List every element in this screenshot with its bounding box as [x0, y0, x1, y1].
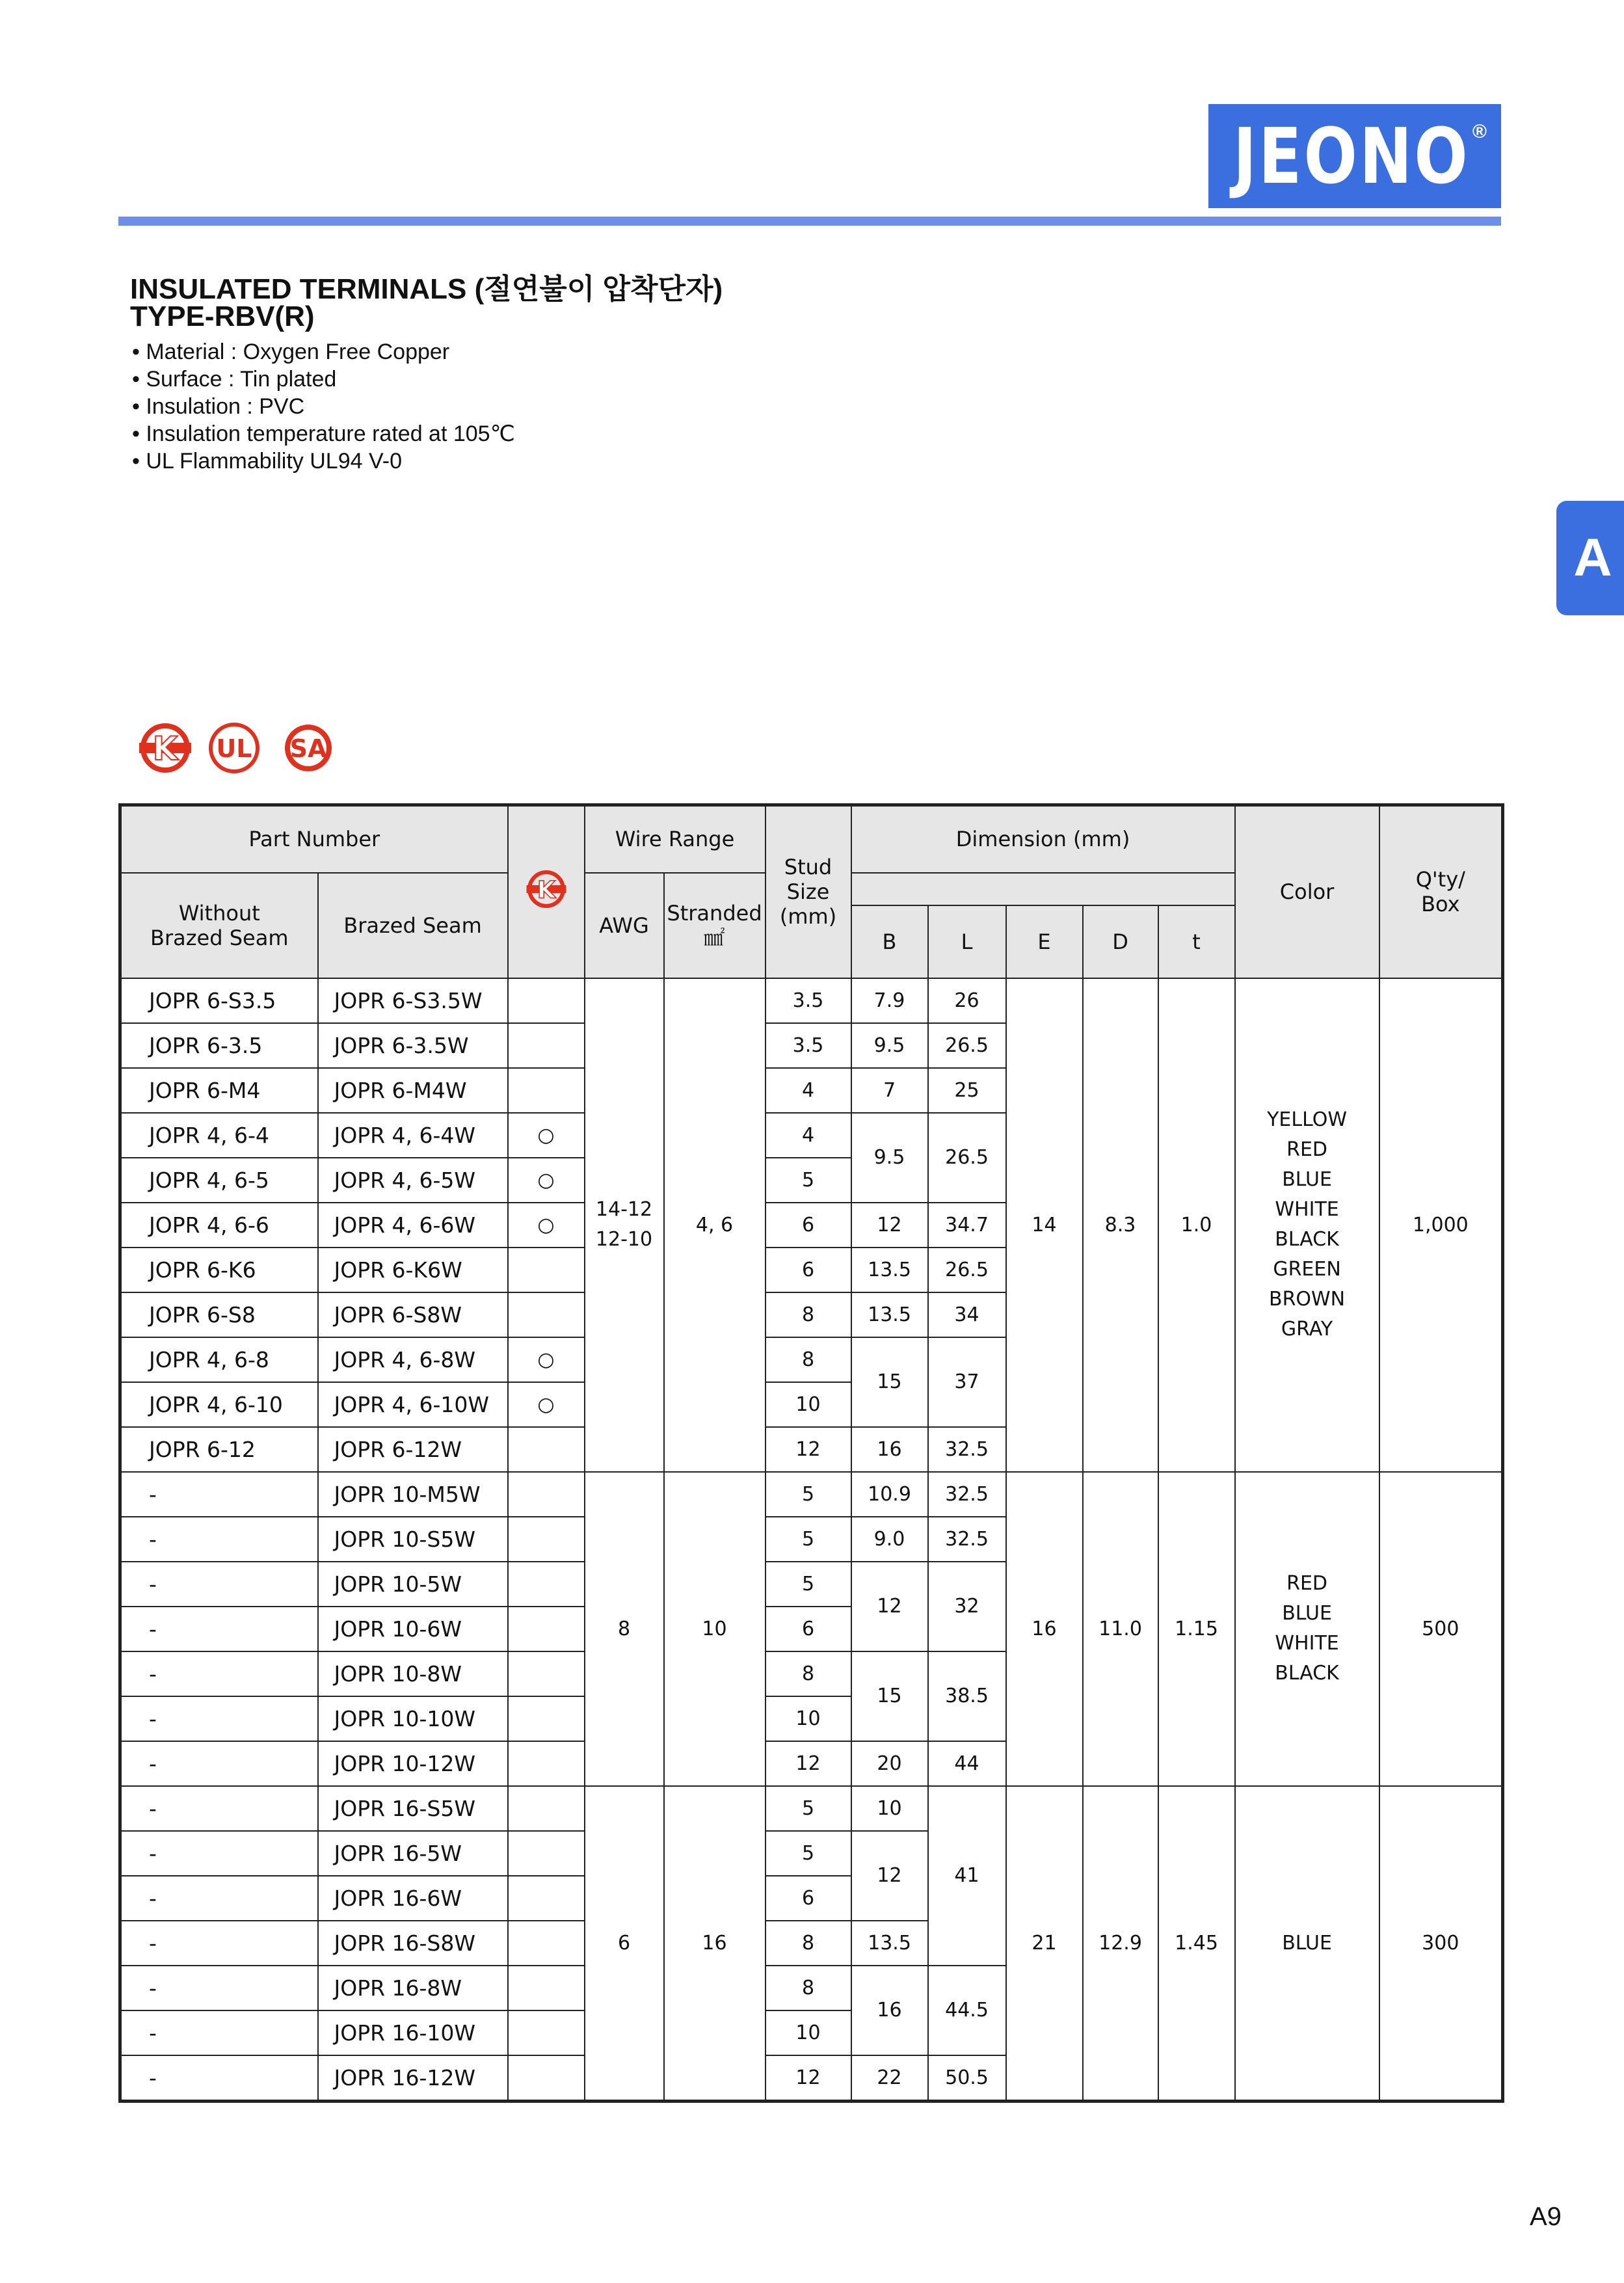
- color-options: BLUE: [1235, 1786, 1379, 2102]
- csa-mark-icon: [285, 725, 332, 771]
- stud-size: 4: [765, 1068, 851, 1113]
- color-options: YELLOW RED BLUE WHITE BLACK GREEN BROWN GRAY: [1235, 978, 1379, 1472]
- part-brazed-seam: JOPR 4, 6-5W: [318, 1158, 508, 1203]
- stud-size: 5: [765, 1786, 851, 1831]
- k-mark-flag: [508, 1427, 585, 1472]
- awg-range: 8: [585, 1472, 664, 1786]
- section-tab-label: A: [1573, 528, 1612, 587]
- stud-size: 8: [765, 1292, 851, 1337]
- dim-e: 14: [1006, 978, 1083, 1472]
- spec-item: • Insulation temperature rated at 105℃: [132, 420, 515, 447]
- stud-size: 6: [765, 1248, 851, 1292]
- part-brazed-seam: JOPR 16-S5W: [318, 1786, 508, 1831]
- part-brazed-seam: JOPR 4, 6-8W: [318, 1337, 508, 1382]
- table-row: [120, 978, 1503, 1023]
- table-row: [120, 1472, 1503, 1517]
- qty-per-box: 500: [1379, 1472, 1503, 1786]
- header-awg: AWG: [585, 873, 664, 978]
- k-mark-flag: ○: [508, 1337, 585, 1382]
- stud-size: 10: [765, 1382, 851, 1427]
- dim-b: 9.5: [851, 1023, 928, 1068]
- part-without-brazed: -: [120, 1651, 318, 1696]
- spec-item: • Insulation : PVC: [132, 393, 515, 420]
- part-brazed-seam: JOPR 6-3.5W: [318, 1023, 508, 1068]
- part-without-brazed: -: [120, 1696, 318, 1741]
- header-dimension-spacer: [851, 873, 1235, 905]
- stud-size: 6: [765, 1203, 851, 1248]
- dim-l: 37: [928, 1337, 1006, 1427]
- k-mark-flag: [508, 1786, 585, 1831]
- dim-b: 12: [851, 1562, 928, 1651]
- part-brazed-seam: JOPR 4, 6-4W: [318, 1113, 508, 1158]
- part-without-brazed: JOPR 6-12: [120, 1427, 318, 1472]
- dim-d: 11.0: [1083, 1472, 1158, 1786]
- dim-l: 44: [928, 1741, 1006, 1786]
- header-stud-size: Stud Size (mm): [765, 805, 851, 978]
- stud-size: 12: [765, 1427, 851, 1472]
- dim-b: 10.9: [851, 1472, 928, 1517]
- part-without-brazed: -: [120, 1966, 318, 2010]
- k-mark-flag: [508, 1651, 585, 1696]
- stud-size: 6: [765, 1607, 851, 1651]
- brand-logo: [1208, 104, 1501, 208]
- dim-l: 50.5: [928, 2055, 1006, 2102]
- part-brazed-seam: JOPR 6-M4W: [318, 1068, 508, 1113]
- dim-b: 20: [851, 1741, 928, 1786]
- dim-b: 12: [851, 1831, 928, 1921]
- svg-text:SA: SA: [289, 734, 327, 763]
- k-mark-flag: [508, 978, 585, 1023]
- part-brazed-seam: JOPR 16-6W: [318, 1876, 508, 1921]
- part-brazed-seam: JOPR 6-S3.5W: [318, 978, 508, 1023]
- k-mark-flag: [508, 1831, 585, 1876]
- part-without-brazed: -: [120, 1562, 318, 1607]
- dim-b: 13.5: [851, 1292, 928, 1337]
- dim-l: 41: [928, 1786, 1006, 1966]
- part-brazed-seam: JOPR 4, 6-10W: [318, 1382, 508, 1427]
- part-without-brazed: -: [120, 2055, 318, 2102]
- stud-size: 5: [765, 1562, 851, 1607]
- stud-size: 8: [765, 1921, 851, 1966]
- part-brazed-seam: JOPR 10-10W: [318, 1696, 508, 1741]
- table-row: [120, 1786, 1503, 1831]
- part-without-brazed: -: [120, 1786, 318, 1831]
- stud-size: 5: [765, 1831, 851, 1876]
- stud-size: 6: [765, 1876, 851, 1921]
- part-brazed-seam: JOPR 10-8W: [318, 1651, 508, 1696]
- dim-l: 34: [928, 1292, 1006, 1337]
- part-brazed-seam: JOPR 6-S8W: [318, 1292, 508, 1337]
- terminal-spec-table: [118, 803, 1504, 2103]
- header-rule: [118, 217, 1501, 226]
- part-brazed-seam: JOPR 10-12W: [318, 1741, 508, 1786]
- part-brazed-seam: JOPR 10-S5W: [318, 1517, 508, 1562]
- stud-size: 3.5: [765, 978, 851, 1023]
- stud-size: 4: [765, 1113, 851, 1158]
- part-without-brazed: -: [120, 1472, 318, 1517]
- dim-b: 7: [851, 1068, 928, 1113]
- k-mark-flag: [508, 1517, 585, 1562]
- header-without-brazed: Without Brazed Seam: [120, 873, 318, 978]
- dim-l: 44.5: [928, 1966, 1006, 2055]
- header-dim-l: L: [928, 905, 1006, 978]
- dim-b: 16: [851, 1427, 928, 1472]
- color-options: RED BLUE WHITE BLACK: [1235, 1472, 1379, 1786]
- header-stranded: Stranded ㎟: [664, 873, 765, 978]
- header-brazed-seam: Brazed Seam: [318, 873, 508, 978]
- part-without-brazed: JOPR 6-K6: [120, 1248, 318, 1292]
- qty-per-box: 300: [1379, 1786, 1503, 2102]
- dim-b: 22: [851, 2055, 928, 2102]
- dim-l: 32.5: [928, 1427, 1006, 1472]
- k-mark-flag: [508, 1562, 585, 1607]
- part-without-brazed: JOPR 4, 6-10: [120, 1382, 318, 1427]
- k-mark-flag: ○: [508, 1113, 585, 1158]
- part-without-brazed: JOPR 4, 6-8: [120, 1337, 318, 1382]
- dim-b: 16: [851, 1966, 928, 2055]
- part-brazed-seam: JOPR 16-8W: [318, 1966, 508, 2010]
- k-mark-flag: ○: [508, 1158, 585, 1203]
- part-without-brazed: -: [120, 1517, 318, 1562]
- stud-size: 10: [765, 2010, 851, 2055]
- header-dim-t: t: [1158, 905, 1235, 978]
- dim-l: 32.5: [928, 1517, 1006, 1562]
- dim-b: 12: [851, 1203, 928, 1248]
- stud-size: 10: [765, 1696, 851, 1741]
- stud-size: 8: [765, 1966, 851, 2010]
- dim-t: 1.0: [1158, 978, 1235, 1472]
- header-part-number: Part Number: [120, 805, 508, 873]
- product-type: TYPE-RBV(R): [130, 300, 315, 332]
- part-brazed-seam: JOPR 16-10W: [318, 2010, 508, 2055]
- dim-l: 38.5: [928, 1651, 1006, 1741]
- stud-size: 3.5: [765, 1023, 851, 1068]
- svg-text:K: K: [152, 730, 178, 768]
- part-without-brazed: JOPR 6-S8: [120, 1292, 318, 1337]
- dim-t: 1.15: [1158, 1472, 1235, 1786]
- dim-b: 9.0: [851, 1517, 928, 1562]
- part-brazed-seam: JOPR 6-K6W: [318, 1248, 508, 1292]
- page-number: A9: [1530, 2202, 1562, 2231]
- part-without-brazed: -: [120, 2010, 318, 2055]
- dim-b: 10: [851, 1786, 928, 1831]
- stud-size: 5: [765, 1517, 851, 1562]
- k-mark-flag: [508, 2055, 585, 2102]
- dim-e: 16: [1006, 1472, 1083, 1786]
- dim-b: 15: [851, 1337, 928, 1427]
- stud-size: 12: [765, 1741, 851, 1786]
- stranded-size: 4, 6: [664, 978, 765, 1472]
- registered-mark: ®: [1472, 121, 1487, 142]
- k-mark-flag: [508, 1472, 585, 1517]
- part-without-brazed: -: [120, 1607, 318, 1651]
- k-mark-icon: [526, 868, 567, 910]
- dim-b: 7.9: [851, 978, 928, 1023]
- spec-item: • UL Flammability UL94 V-0: [132, 447, 515, 475]
- part-without-brazed: JOPR 6-S3.5: [120, 978, 318, 1023]
- part-without-brazed: -: [120, 1741, 318, 1786]
- certification-marks: [138, 715, 346, 781]
- svg-text:K: K: [537, 875, 555, 904]
- part-brazed-seam: JOPR 16-5W: [318, 1831, 508, 1876]
- part-without-brazed: JOPR 4, 6-6: [120, 1203, 318, 1248]
- k-mark-flag: [508, 1068, 585, 1113]
- header-qty: Q'ty/ Box: [1379, 805, 1503, 978]
- part-without-brazed: JOPR 4, 6-5: [120, 1158, 318, 1203]
- part-brazed-seam: JOPR 10-6W: [318, 1607, 508, 1651]
- part-without-brazed: JOPR 4, 6-4: [120, 1113, 318, 1158]
- section-tab[interactable]: [1556, 501, 1624, 615]
- header-color: Color: [1235, 805, 1379, 978]
- product-title: INSULATED TERMINALS (절연불이 압착단자): [130, 273, 723, 305]
- k-mark-flag: [508, 1741, 585, 1786]
- spec-list: [132, 338, 515, 475]
- dim-l: 26.5: [928, 1023, 1006, 1068]
- k-mark-flag: [508, 1248, 585, 1292]
- dim-e: 21: [1006, 1786, 1083, 2102]
- spec-item: • Material : Oxygen Free Copper: [132, 338, 515, 366]
- part-without-brazed: -: [120, 1921, 318, 1966]
- part-without-brazed: -: [120, 1876, 318, 1921]
- header-dimension: Dimension (mm): [851, 805, 1235, 873]
- awg-range: 6: [585, 1786, 664, 2102]
- stud-size: 5: [765, 1158, 851, 1203]
- awg-range: 14-12 12-10: [585, 978, 664, 1472]
- k-mark-icon: [139, 726, 191, 770]
- dim-l: 32.5: [928, 1472, 1006, 1517]
- dim-l: 32: [928, 1562, 1006, 1651]
- header-wire-range: Wire Range: [585, 805, 765, 873]
- dim-l: 25: [928, 1068, 1006, 1113]
- dim-t: 1.45: [1158, 1786, 1235, 2102]
- header-k-mark: [508, 805, 585, 978]
- k-mark-flag: [508, 1292, 585, 1337]
- stud-size: 5: [765, 1472, 851, 1517]
- header-dim-b: B: [851, 905, 928, 978]
- stud-size: 12: [765, 2055, 851, 2102]
- part-without-brazed: JOPR 6-M4: [120, 1068, 318, 1113]
- k-mark-flag: [508, 1921, 585, 1966]
- stud-size: 8: [765, 1337, 851, 1382]
- spec-item: • Surface : Tin plated: [132, 366, 515, 393]
- dim-b: 9.5: [851, 1113, 928, 1203]
- dim-b: 13.5: [851, 1248, 928, 1292]
- k-mark-flag: [508, 2010, 585, 2055]
- part-brazed-seam: JOPR 16-12W: [318, 2055, 508, 2102]
- stud-size: 8: [765, 1651, 851, 1696]
- part-brazed-seam: JOPR 10-5W: [318, 1562, 508, 1607]
- dim-b: 13.5: [851, 1921, 928, 1966]
- dim-l: 26.5: [928, 1113, 1006, 1203]
- k-mark-flag: ○: [508, 1203, 585, 1248]
- dim-b: 15: [851, 1651, 928, 1741]
- svg-text:UL: UL: [216, 734, 252, 763]
- stranded-size: 10: [664, 1472, 765, 1786]
- header-dim-d: D: [1083, 905, 1158, 978]
- dim-l: 26: [928, 978, 1006, 1023]
- dim-d: 12.9: [1083, 1786, 1158, 2102]
- part-without-brazed: JOPR 6-3.5: [120, 1023, 318, 1068]
- part-without-brazed: -: [120, 1831, 318, 1876]
- part-brazed-seam: JOPR 10-M5W: [318, 1472, 508, 1517]
- k-mark-flag: ○: [508, 1382, 585, 1427]
- part-brazed-seam: JOPR 4, 6-6W: [318, 1203, 508, 1248]
- part-brazed-seam: JOPR 6-12W: [318, 1427, 508, 1472]
- part-brazed-seam: JOPR 16-S8W: [318, 1921, 508, 1966]
- ul-mark-icon: [211, 725, 258, 771]
- brand-name: JEONO: [1232, 111, 1470, 201]
- k-mark-flag: [508, 1023, 585, 1068]
- qty-per-box: 1,000: [1379, 978, 1503, 1472]
- k-mark-flag: [508, 1966, 585, 2010]
- stranded-size: 16: [664, 1786, 765, 2102]
- dim-l: 26.5: [928, 1248, 1006, 1292]
- k-mark-flag: [508, 1696, 585, 1741]
- k-mark-flag: [508, 1607, 585, 1651]
- dim-l: 34.7: [928, 1203, 1006, 1248]
- k-mark-flag: [508, 1876, 585, 1921]
- header-dim-e: E: [1006, 905, 1083, 978]
- dim-d: 8.3: [1083, 978, 1158, 1472]
